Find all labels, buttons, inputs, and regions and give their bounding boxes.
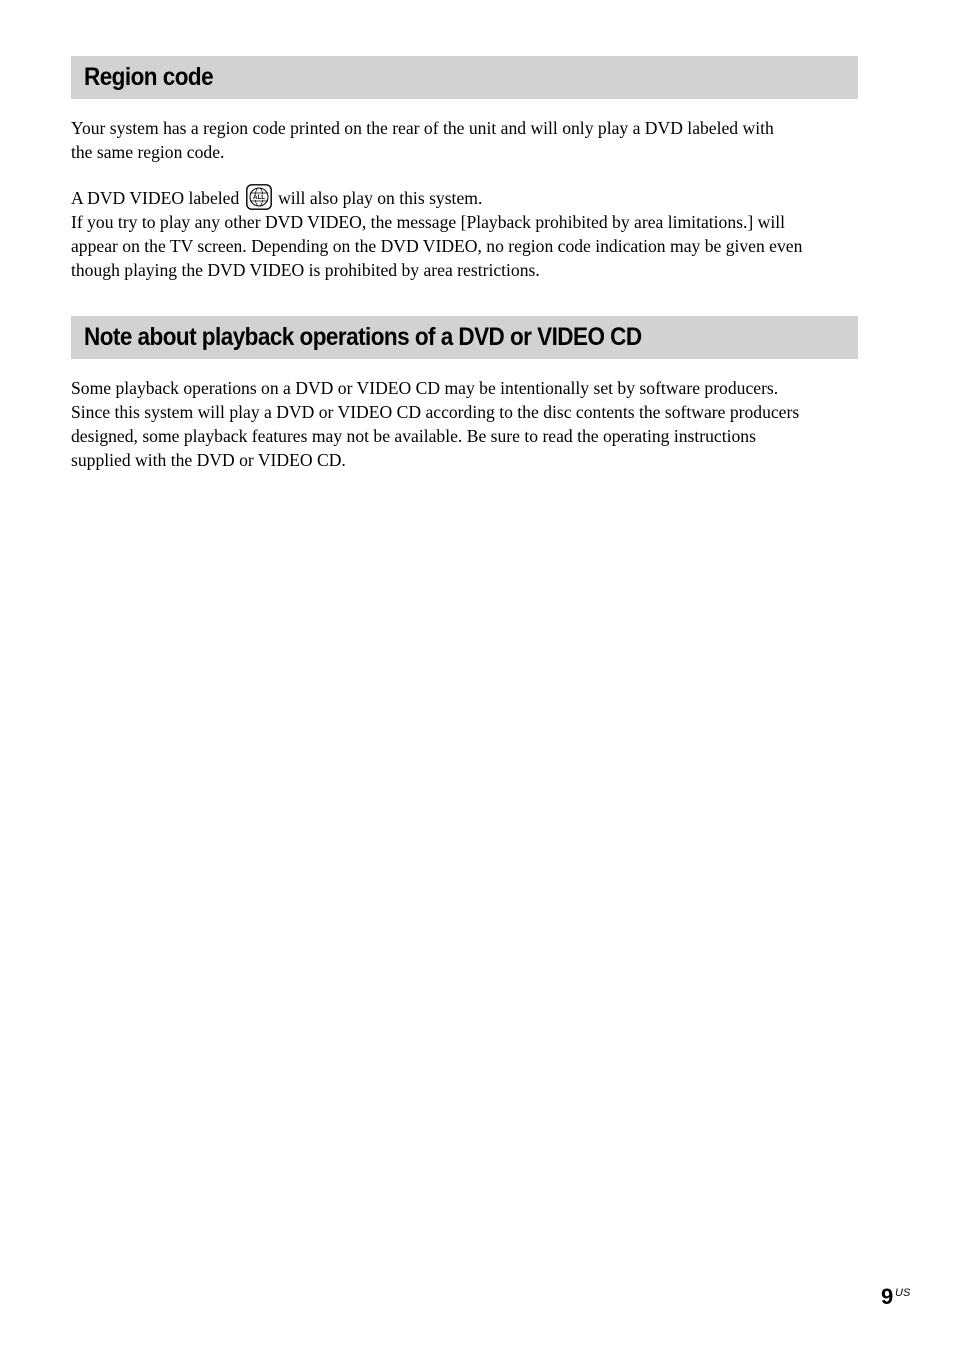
text-line: though playing the DVD VIDEO is prohibited by area restrictions. [71,260,540,280]
text-line-with-icon [71,184,861,210]
section-title: Region code [84,63,214,91]
text-line: Since this system will play a DVD or VIDEO CD according to the disc contents the software producers [71,402,800,422]
section-header-playback-note [71,316,858,359]
region-code-paragraph-1 [71,116,861,164]
text-line: Your system has a region code printed on the rear of the unit and will only play a DVD labeled with [71,118,774,138]
text-line: supplied with the DVD or VIDEO CD. [71,450,346,470]
section-title: Note about playback operations of a DVD or VIDEO CD [84,323,642,351]
text-after-icon: will also play on this system. [278,188,483,208]
text-line: appear on the TV screen. Depending on the DVD VIDEO, no region code indication may be given even [71,236,803,256]
section-header-region-code [71,56,858,99]
text-before-icon: A DVD VIDEO labeled [71,188,240,208]
page-number-suffix: US [895,1287,911,1299]
text-line: designed, some playback features may not be available. Be sure to read the operating instructions [71,426,756,446]
playback-note-paragraph [71,376,861,472]
page-number: 9 [881,1284,894,1309]
text-line: the same region code. [71,142,225,162]
text-line: If you try to play any other DVD VIDEO, the message [Playback prohibited by area limitations.] will [71,212,786,232]
region-code-paragraph-2 [71,184,861,282]
text-line: Some playback operations on a DVD or VIDEO CD may be intentionally set by software producers. [71,378,779,398]
region-all-icon [246,184,272,210]
region-all-icon-label: ALL [252,194,265,202]
